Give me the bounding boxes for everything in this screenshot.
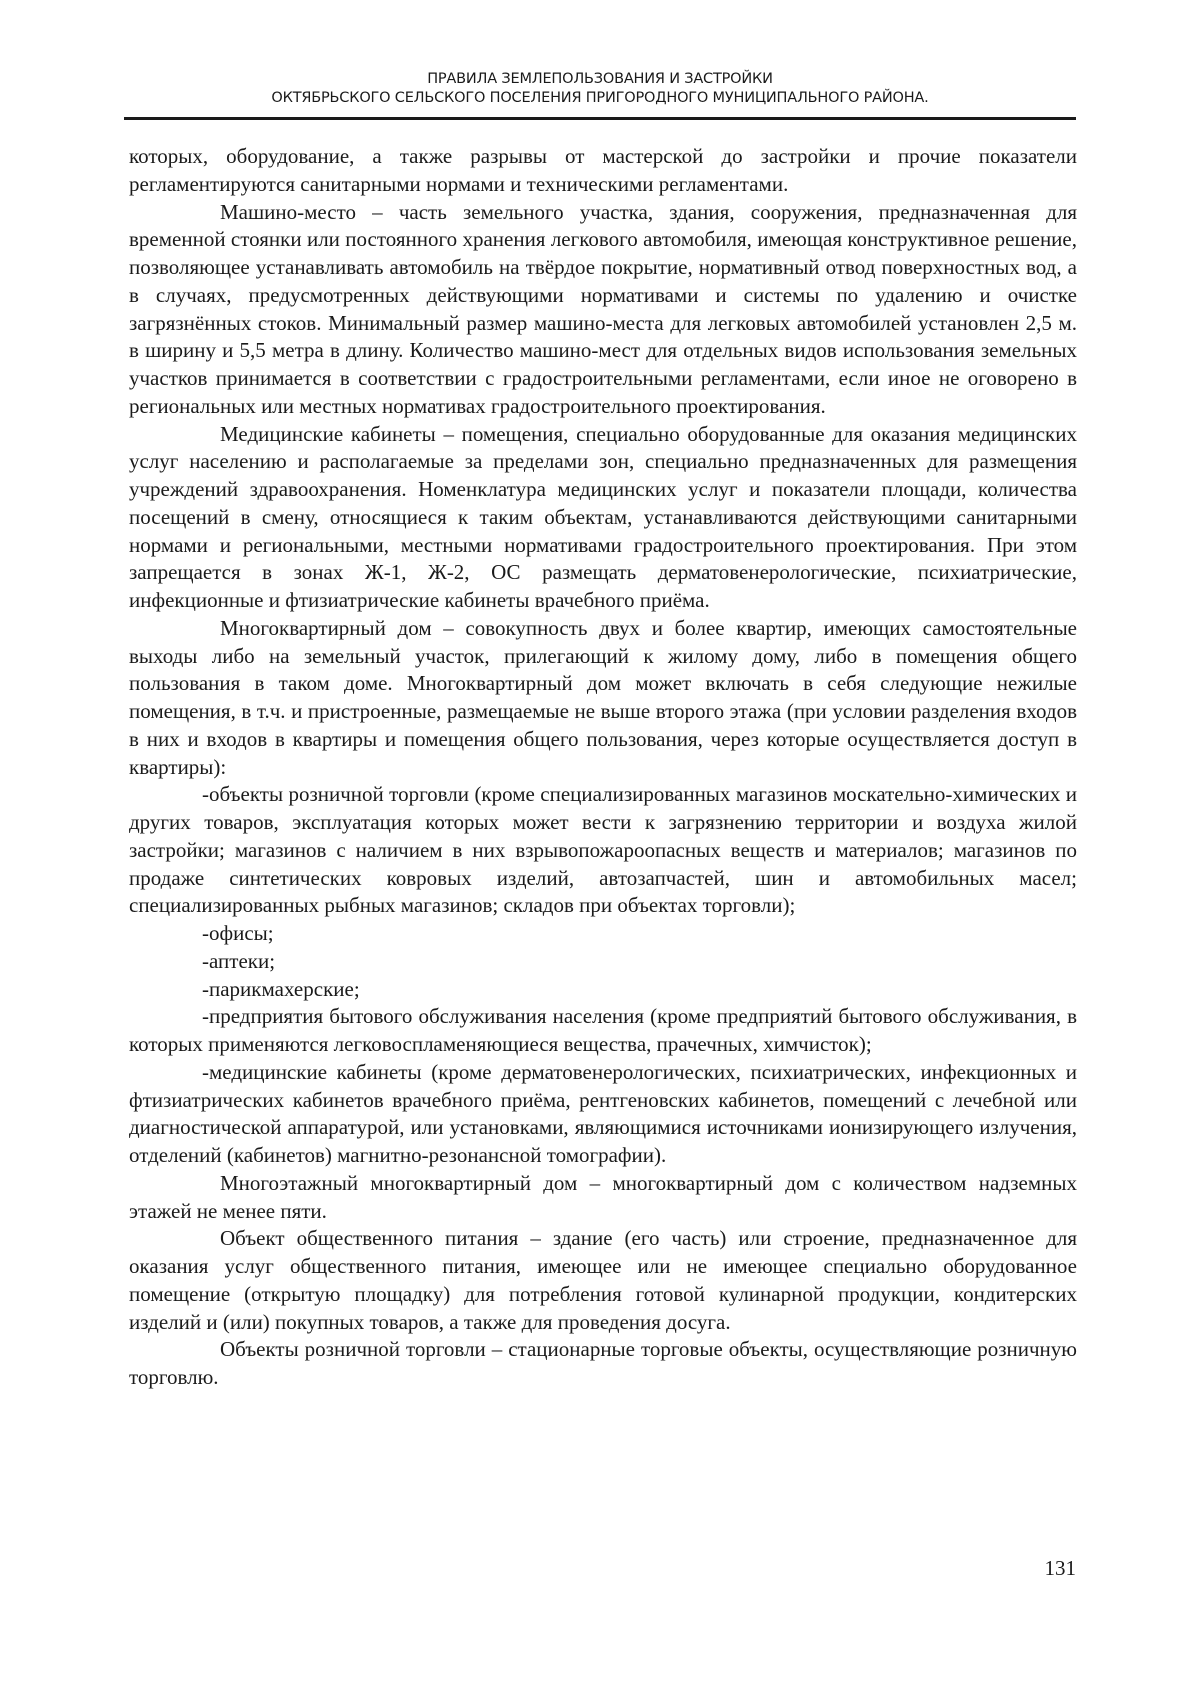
list-item-hairdressers: -парикмахерские; bbox=[202, 976, 360, 1001]
list-item-pharmacies: -аптеки; bbox=[202, 948, 276, 973]
page-number: 131 bbox=[1044, 1556, 1076, 1580]
paragraph-catering: Объект общественного питания – здание (его часть) или строение, предназначенное для оказания услуг общественного питания, имеющее или не имеющее специально оборудованное помещение (открытую площадку) для потребления готовой кулинарной продукции, кондитерских изделий и (или) покупных товаров, а также для проведения досуга. bbox=[129, 1226, 1077, 1334]
paragraph-apartment-building: Многоквартирный дом – совокупность двух и более квартир, имеющих самостоятельные выходы либо на земельный участок, прилегающий к жилому дому, либо в помещения общего пользования в таком доме. Многоквартирный дом может включать в себя следующие нежилые помещения, в т.ч. и пристроенные, размещаемые не выше второго этажа (при условии разделения входов в них и входов в квартиры и помещения общего пользования, через которые осуществляется доступ в квартиры): bbox=[129, 615, 1077, 779]
page-header bbox=[124, 70, 1076, 108]
paragraph-parking-space: Машино-место – часть земельного участка, здания, сооружения, предназначенная для временной стоянки или постоянного хранения легкового автомобиля, имеющая конструктивное решение, позволяющее устанавливать автомобиль на твёрдое покрытие, нормативный отвод поверхностных вод, а в случаях, предусмотренных действующими нормативами и системы по удалению и очистке загрязнённых стоков. Минимальный размер машино-места для легковых автомобилей установлен 2,5 м. в ширину и 5,5 метра в длину. Количество машино-мест для отдельных видов использования земельных участков принимается в соответствии с градостроительными регламентами, если иное не оговорено в региональных или местных нормативах градостроительного проектирования. bbox=[129, 199, 1077, 418]
paragraph-medical-rooms: Медицинские кабинеты – помещения, специально оборудованные для оказания медицинских услуг населению и располагаемые за пределами зон, специально предназначенных для размещения учреждений здравоохранения. Номенклатура медицинских услуг и показатели площади, количества посещений в смену, относящиеся к таким объектам, устанавливаются действующими санитарными нормами и региональными, местными нормативами градостроительного проектирования. При этом запрещается в зонах Ж-1, Ж-2, ОС размещать дерматовенерологические, психиатрические, инфекционные и фтизиатрические кабинеты врачебного приёма. bbox=[129, 421, 1077, 612]
list-item-consumer-services: -предприятия бытового обслуживания населения (кроме предприятий бытового обслуживания, в которых применяются легковоспламеняющиеся вещества, прачечных, химчисток); bbox=[129, 1004, 1077, 1056]
header-line-1: ПРАВИЛА ЗЕМЛЕПОЛЬЗОВАНИЯ И ЗАСТРОЙКИ bbox=[427, 71, 773, 87]
header-line-2: ОКТЯБРЬСКОГО СЕЛЬСКОГО ПОСЕЛЕНИЯ ПРИГОРОДНОГО МУНИЦИПАЛЬНОГО РАЙОНА. bbox=[271, 90, 929, 106]
paragraph-multistorey-building: Многоэтажный многоквартирный дом – многоквартирный дом с количеством надземных этажей не менее пяти. bbox=[129, 1170, 1077, 1223]
header-divider bbox=[124, 117, 1076, 120]
document-body bbox=[129, 143, 1077, 1392]
list-item-medical-rooms: -медицинские кабинеты (кроме дерматовенерологических, психиатрических, инфекционных и фтизиатрических кабинетов врачебного приёма, рентгеновских кабинетов, помещений с лечебной или диагностической аппаратурой, или установками, являющимися источниками ионизирующего излучения, отделений (кабинетов) магнитно-резонансной томографии). bbox=[129, 1059, 1077, 1167]
list-item-retail: -объекты розничной торговли (кроме специализированных магазинов москательно-химических и других товаров, эксплуатация которых может вести к загрязнению территории и воздуха жилой застройки; магазинов с наличием в них взрывопожароопасных веществ и материалов; магазинов по продаже синтетических ковровых изделий, автозапчастей, шин и автомобильных масел; специализированных рыбных магазинов; складов при объектах торговли); bbox=[129, 782, 1077, 918]
paragraph-continuation: которых, оборудование, а также разрывы от мастерской до застройки и прочие показатели регламентируются санитарными нормами и техническими регламентами. bbox=[129, 144, 1077, 196]
paragraph-retail-objects: Объекты розничной торговли – стационарные торговые объекты, осуществляющие розничную торговлю. bbox=[129, 1337, 1077, 1389]
list-item-offices: -офисы; bbox=[202, 921, 274, 945]
